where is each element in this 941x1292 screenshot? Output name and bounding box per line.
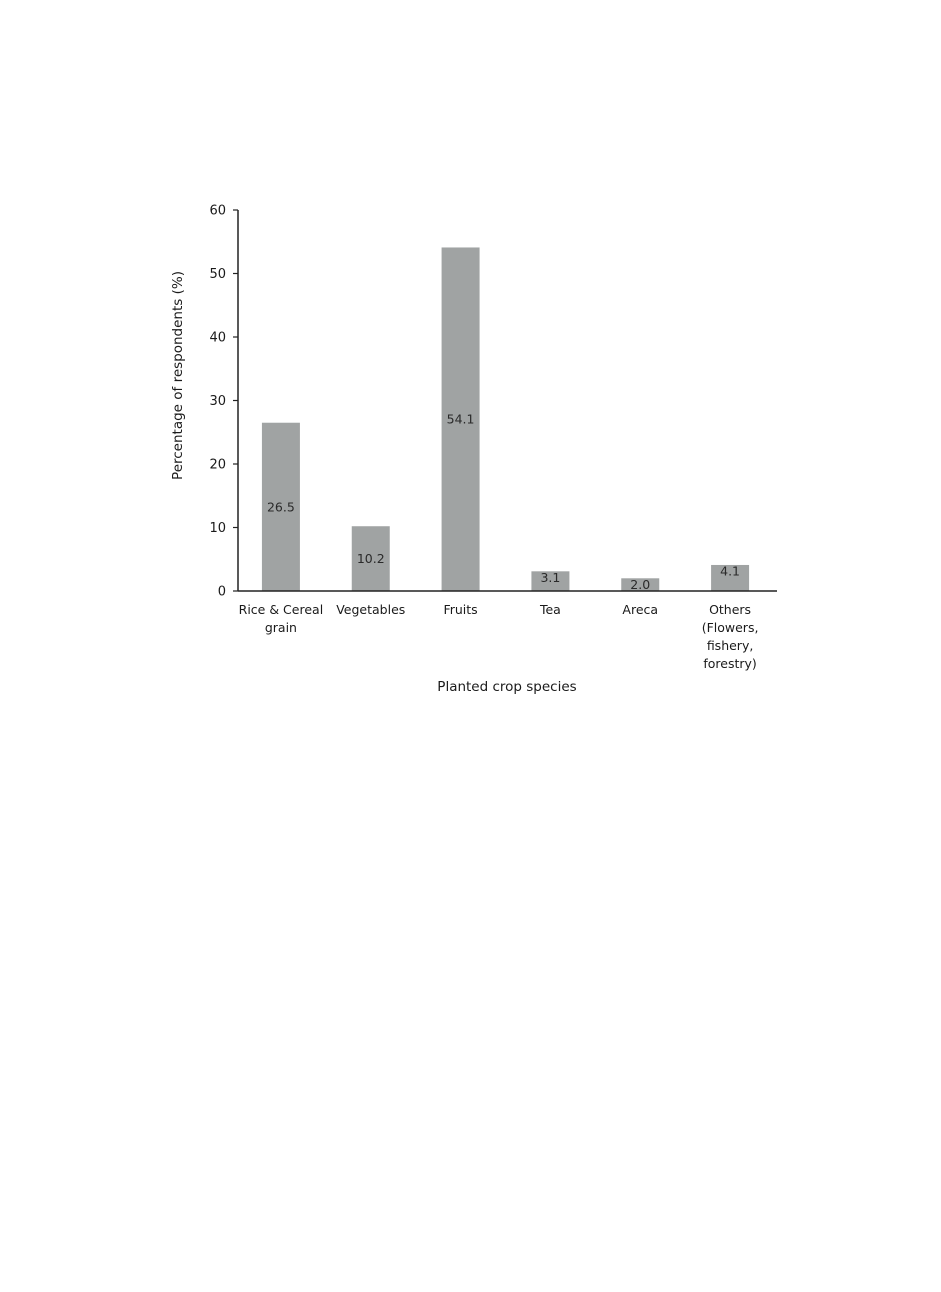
x-category-label [239, 602, 324, 635]
y-tick-label: 10 [209, 521, 226, 536]
x-category-label [336, 602, 405, 617]
x-category-label-line: (Flowers, [701, 620, 759, 635]
x-category-label-line: Tea [539, 602, 561, 617]
y-tick-label: 20 [209, 457, 226, 473]
x-category-label-line: Areca [622, 602, 659, 617]
bars-layer [262, 247, 749, 591]
y-tick-label: 50 [209, 267, 226, 282]
bar-value-label: 3.1 [540, 569, 561, 585]
y-tick-label: 60 [209, 203, 226, 219]
x-category-label [539, 602, 561, 617]
x-category-label-line: Vegetables [336, 602, 406, 617]
x-category-label-line: Others [709, 602, 752, 617]
x-category-labels-layer [239, 602, 759, 671]
x-category-label [702, 602, 759, 671]
bar-value-label: 4.1 [720, 563, 741, 579]
x-category-label [443, 602, 477, 617]
x-category-label-line: forestry) [703, 656, 757, 671]
y-tick-label: 30 [209, 394, 226, 409]
y-tick-label: 40 [209, 330, 226, 346]
bar-value-label: 2.0 [630, 576, 651, 592]
x-category-label-line: Rice & Cereal [238, 602, 324, 617]
bar-value-label: 10.2 [356, 551, 385, 567]
axes-layer [238, 210, 777, 591]
x-category-label-line: Fruits [443, 602, 478, 617]
data-labels-layer [267, 412, 740, 592]
x-category-label-line: fishery, [706, 638, 754, 653]
y-tick-label: 0 [217, 584, 226, 600]
x-category-label [622, 602, 658, 617]
x-category-label-line: grain [264, 620, 297, 635]
bar-value-label: 26.5 [266, 499, 295, 515]
x-axis-title: Planted crop species [437, 679, 577, 695]
y-ticks-layer [209, 204, 238, 600]
y-axis-title: Percentage of respondents (%) [170, 271, 186, 480]
bar-value-label: 54.1 [446, 411, 475, 427]
